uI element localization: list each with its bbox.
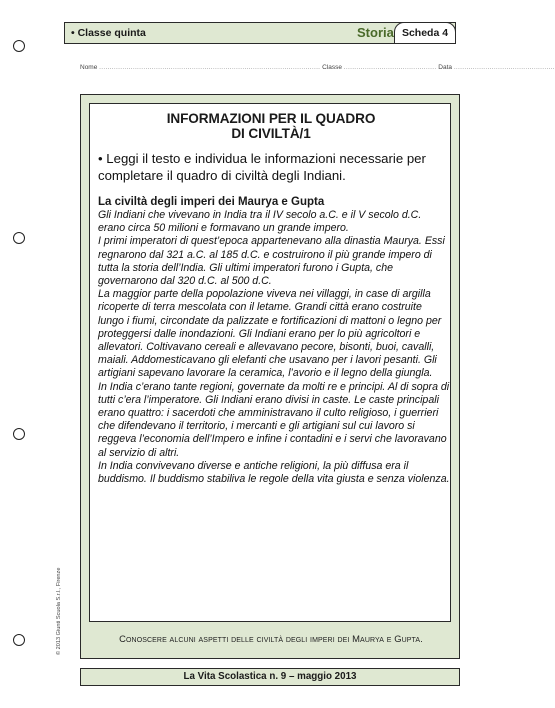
date-label: Data [438, 64, 452, 71]
worksheet-title: INFORMAZIONI PER IL QUADRO DI CIVILTÀ/1 [166, 111, 376, 141]
class-label: Classe [322, 64, 342, 71]
binder-hole [13, 40, 25, 52]
paragraph: Gli Indiani che vivevano in India tra il IV secolo a.C. e il V secolo d.C. erano circa 50 milioni e formavano un grande impero. [98, 209, 422, 235]
sheet-tab: Scheda 4 [394, 22, 456, 44]
paragraph: I primi imperatori di quest’epoca appartenevano alla dinastia Maurya. Essi regnarono dal 321 a.C. al 185 d.C. e costruirono il più grande impero di tutta la storia dell’India. Gli ultimi imperatori furono i Gupta, che governarono dal 320 d.C. al 500 d.C. [98, 235, 445, 288]
paragraph: In India convivevano diverse e antiche religioni, la più diffusa era il buddismo. Il buddismo stabiliva le regole della vita giusta e senza violenza. [98, 459, 450, 486]
instruction-text: • Leggi il testo e individua le informazioni necessarie per completare il quadro di civiltà degli Indiani. [98, 151, 426, 183]
student-info-line [80, 64, 555, 76]
binder-hole [13, 634, 25, 646]
name-field[interactable]: ......................................................................................................... [99, 64, 321, 71]
grade-label: • Classe quinta [71, 27, 146, 39]
binder-hole [13, 232, 25, 244]
binder-hole [13, 428, 25, 440]
copyright-note: © 2013 Giunti Scuola S.r.l., Firenze [56, 567, 62, 655]
page-footer: La Vita Scolastica n. 9 – maggio 2013 [80, 668, 460, 686]
learning-goal: Conoscere alcuni aspetti delle civiltà degli imperi dei Maurya e Gupta. [119, 633, 423, 644]
paragraph: In India c’erano tante regioni, governate da molti re e principi. Al di sopra di tutti c’era l’imperatore. Gli Indiani erano divisi in caste. Le caste principali erano quattro: i sacerdoti che amministravano il culto religioso, i guerrieri che difendevano il territorio, i mercanti e gli artigiani sul cui lavoro si reggeva l’economia dell’Impero e infine i contadini e i servi che lavoravano al servizio di altri. [98, 380, 450, 459]
class-field[interactable]: ............................................ [343, 64, 437, 71]
subject-label: Storia [357, 25, 394, 40]
paragraph: La maggior parte della popolazione viveva nei villaggi, in case di argilla ricoperte di terra mescolata con il letame. Grandi città erano costruite lungo i fiumi, circondate da palizzate e fortificazioni di mattoni o legno per proteggersi dalle inondazioni. Gli Indiani erano per lo più agricoltori e allevatori. Coltivavano cereali e allevavano pecore, bisonti, buoi, cavalli, maiali. Addomesticavano gli elefanti che usavano per i lavori pesanti. Gli artigiani sapevano lavorare la ceramica, l’avorio e il legno della giungla. [98, 288, 442, 380]
page-header [64, 22, 456, 44]
reading-card [89, 103, 451, 622]
date-field[interactable]: ................................................ [453, 64, 555, 71]
worksheet-panel [80, 94, 460, 659]
reading-text [98, 209, 450, 486]
text-heading: La civiltà degli imperi dei Maurya e Gupta [98, 196, 325, 208]
name-label: Nome [80, 64, 98, 71]
